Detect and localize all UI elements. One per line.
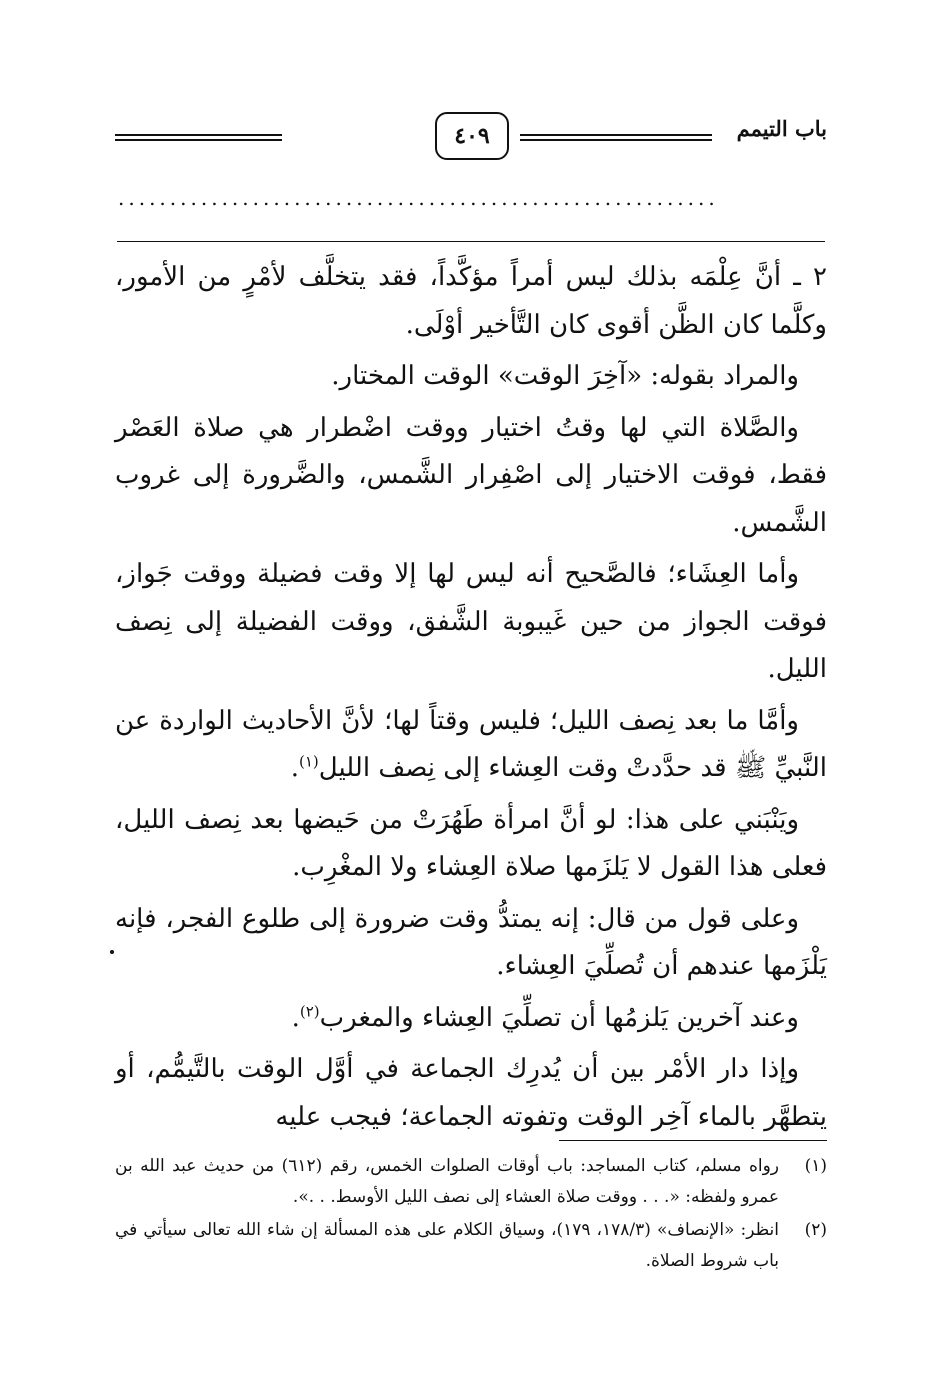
paragraph-text: وعند آخرين يَلزمُها أن تصلِّيَ العِشاء والمغرب <box>319 1002 799 1033</box>
paragraph <box>115 698 827 793</box>
sentence-end: . <box>290 753 299 783</box>
page-number: ٤٠٩ <box>435 112 509 160</box>
main-text <box>115 254 827 1145</box>
paragraph: وعلى قول من قال: إنه يمتدُّ وقت ضرورة إلى طلوع الفجر، فإنه يَلْزَمها عندهم أن تُصلِّيَ العِشاء. <box>115 903 827 981</box>
paragraph: والمراد بقوله: «آخِرَ الوقت» الوقت المختار. <box>331 361 799 391</box>
footnote-text: انظر: «الإنصاف» (١٧٨/٣، ١٧٩)، وسياق الكلام على هذه المسألة إن شاء الله تعالى سيأتي في باب شروط الصلاة. <box>115 1220 779 1271</box>
footnote-ref-1: (١) <box>298 752 319 771</box>
top-rule <box>117 241 825 242</box>
sentence-end: . <box>291 1002 300 1033</box>
paragraph: وإذا دار الأمْر بين أن يُدرِك الجماعة في أوَّل الوقت بالتَّيمُّم، أو يتطهَّر بالماء آخِر الوقت وتفوته الجماعة؛ فيجب عليه <box>115 1054 827 1132</box>
footnote-text: رواه مسلم، كتاب المساجد: باب أوقات الصلوات الخمس، رقم (٦١٢) من حديث عبد الله بن عمرو ولفظه: «. . . ووقت صلاة العشاء إلى نصف الليل الأوسط. . .». <box>115 1156 779 1207</box>
footnotes <box>115 1151 827 1279</box>
page-header <box>115 112 827 164</box>
footnote <box>115 1151 827 1213</box>
paragraph: والصَّلاة التي لها وقتُ اختيار ووقت اضْطرار هي صلاة العَصْر فقط، فوقت الاختيار إلى اصْفِرار الشَّمس، والضَّرورة إلى غروب الشَّمس. <box>115 412 827 538</box>
footnote-number: (١) <box>804 1156 827 1176</box>
chapter-title: باب التيمم <box>736 116 827 141</box>
paragraph <box>115 995 827 1043</box>
scan-speck <box>110 950 114 954</box>
paragraph: وأما العِشَاء؛ فالصَّحيح أنه ليس لها إلا وقت فضيلة ووقت جَواز، فوقت الجواز من حين غَيبوبة الشَّفق، ووقت الفضيلة إلى نِصف الليل. <box>115 559 827 684</box>
footnote <box>115 1215 827 1277</box>
footnote-ref-2: (٢) <box>299 1001 320 1020</box>
footnote-rule <box>559 1140 827 1141</box>
paragraph: ويَنْبَني على هذا: لو أنَّ امرأة طَهُرَتْ من حَيضها بعد نِصف الليل، فعلى هذا القول لا يَلزَمها صلاة العِشاء ولا المغْرِب. <box>115 804 827 882</box>
separator-dots: .......................................................... <box>118 186 719 210</box>
paragraph-text: وأمَّا ما بعد نِصف الليل؛ فليس وقتاً لها؛ لأنَّ الأحاديث الواردة عن النَّبيِّ ﷺ قد حدَّدتْ وقت العِشاء إلى نِصف الليل <box>115 705 827 783</box>
header-rule-right <box>520 134 712 141</box>
header-rule-left <box>115 134 282 141</box>
paragraph: ٢ ـ أنَّ عِلْمَه بذلك ليس أمراً مؤكَّداً، فقد يتخلَّف لأمْرٍ من الأمور، وكلَّما كان الظَّن أقوى كان التَّأخير أوْلَى. <box>115 262 827 340</box>
footnote-number: (٢) <box>804 1220 827 1240</box>
